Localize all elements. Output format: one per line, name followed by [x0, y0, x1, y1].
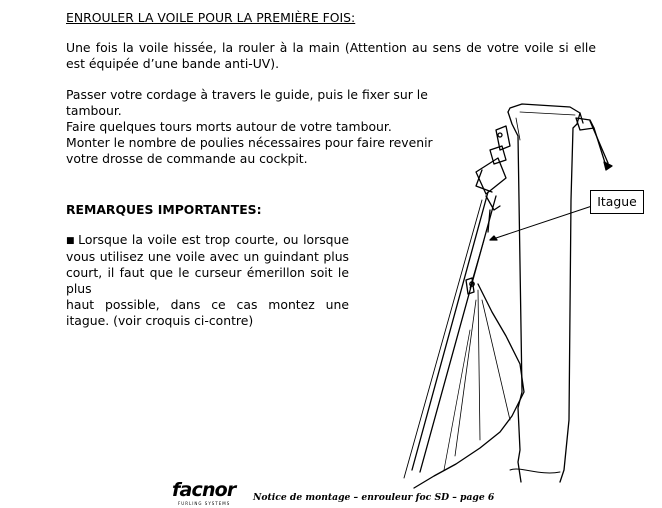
note-line-4: haut possible, dans ce cas montez une — [66, 297, 349, 312]
note-line-2: vous utilisez une voile avec un guindant plus — [66, 249, 349, 264]
square-bullet-icon: ■ — [66, 236, 76, 246]
footer-page-info: Notice de montage – enrouleur foc SD – page 6 — [253, 492, 495, 503]
line-turns-text: Faire quelques tours morts autour de votre tambour. — [66, 119, 392, 134]
itague-callout-label: Itague — [590, 190, 644, 214]
note-line-1: ■ Lorsque la voile est trop courte, ou lorsque — [66, 232, 349, 247]
note-line-3: court, il faut que le curseur émerillon soit le plus — [66, 265, 349, 296]
pulleys-text-2: votre drosse de commande au cockpit. — [66, 151, 308, 166]
facnor-tagline: FURLING SYSTEMS — [178, 501, 231, 506]
pulleys-text-1: Monter le nombre de poulies nécessaires pour faire revenir — [66, 135, 433, 150]
remarks-heading: REMARQUES IMPORTANTES: — [66, 202, 262, 217]
line-guide-text: Passer votre cordage à travers le guide, puis le fixer sur le tambour. — [66, 87, 428, 118]
note-line-5: itague. (voir croquis ci-contre) — [66, 313, 254, 328]
paragraph-hoist: Une fois la voile hissée, la rouler à la main (Attention au sens de votre voile si elle est équipée d’une bande anti-UV). — [66, 40, 596, 71]
facnor-logo: facnor — [172, 479, 236, 501]
section-title: ENROULER LA VOILE POUR LA PREMIÈRE FOIS: — [66, 10, 356, 25]
